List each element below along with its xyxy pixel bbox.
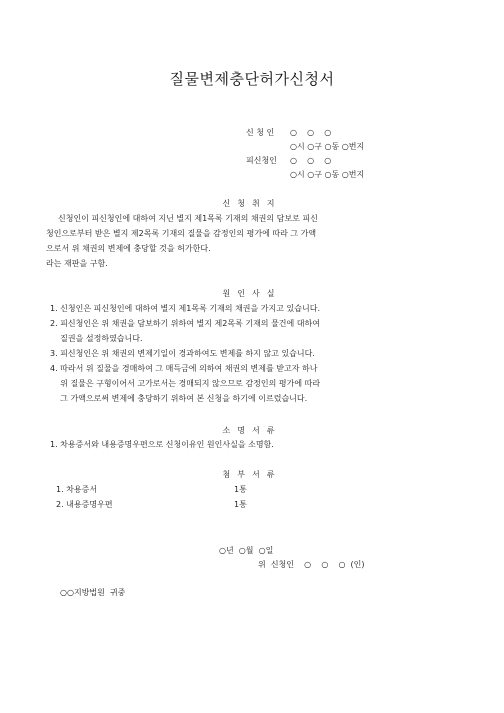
respondent-name: ○ ○ ○ — [290, 156, 332, 165]
document-title: 질물변제충단허가신청서 — [169, 70, 335, 88]
reasons-heading: 원인사실 — [222, 289, 282, 298]
reason-line: 2. 피신청인은 위 채권을 담보하기 위하여 별지 제2목록 기재의 물건에 대하여 — [50, 319, 320, 328]
reason-line: 위 질물은 구형이어서 고가로서는 경매되지 않으므로 감정인의 평가에 따라 — [50, 379, 321, 388]
evidence-heading: 소명서류 — [222, 426, 282, 435]
reason-line: 1. 신청인은 피신청인에 대하여 별지 제1목록 기재의 채권을 가지고 있습니다. — [50, 304, 320, 313]
purpose-line: 신청인이 피신청인에 대하여 지닌 별지 제1목록 기재의 채권의 담보로 피신 — [58, 214, 318, 223]
purpose-line: 으로서 위 채권의 변제에 충당할 것을 허가한다. — [46, 244, 211, 253]
attachment-count: 1통 — [234, 500, 247, 509]
reason-line: 그 가액으로써 변제에 충당하기 위하여 본 신청을 하기에 이르렀습니다. — [50, 394, 308, 403]
applicant-label: 신 청 인 — [246, 128, 275, 137]
purpose-heading: 신청취지 — [222, 199, 282, 208]
signer-line: 위 신청인 ○ ○ ○ (인) — [258, 560, 365, 569]
purpose-line: 라는 재판을 구함. — [46, 259, 108, 268]
court-addressee: ○○지방법원 귀중 — [60, 588, 126, 597]
filing-date: ○년 ○월 ○일 — [219, 546, 274, 555]
respondent-label: 피신청인 — [246, 156, 277, 165]
attachment-name: 2. 내용증명우편 — [56, 500, 113, 509]
reason-line: 4. 따라서 위 질물을 경매하여 그 매득금에 의하여 채권의 변제를 받고자 하나 — [50, 364, 318, 373]
applicant-address: ○시 ○구 ○동 ○번지 — [290, 142, 365, 151]
evidence-line: 1. 차용증서와 내용증명우편으로 신청이유인 원인사실을 소명함. — [50, 440, 274, 449]
respondent-address: ○시 ○구 ○동 ○번지 — [290, 170, 365, 179]
attachments-heading: 첨부서류 — [222, 470, 282, 479]
attachment-count: 1통 — [234, 485, 247, 494]
reason-line: 질권을 설정하였습니다. — [50, 334, 143, 343]
reason-line: 3. 피신청인은 위 채권의 변제기일이 경과하여도 변제를 하지 않고 있습니다. — [50, 349, 315, 358]
attachment-name: 1. 차용증서 — [56, 485, 98, 494]
applicant-name: ○ ○ ○ — [290, 128, 332, 137]
purpose-line: 청인으로부터 받은 별지 제2목록 기재의 질물을 감정인의 평가에 따라 그 가액 — [46, 229, 317, 238]
